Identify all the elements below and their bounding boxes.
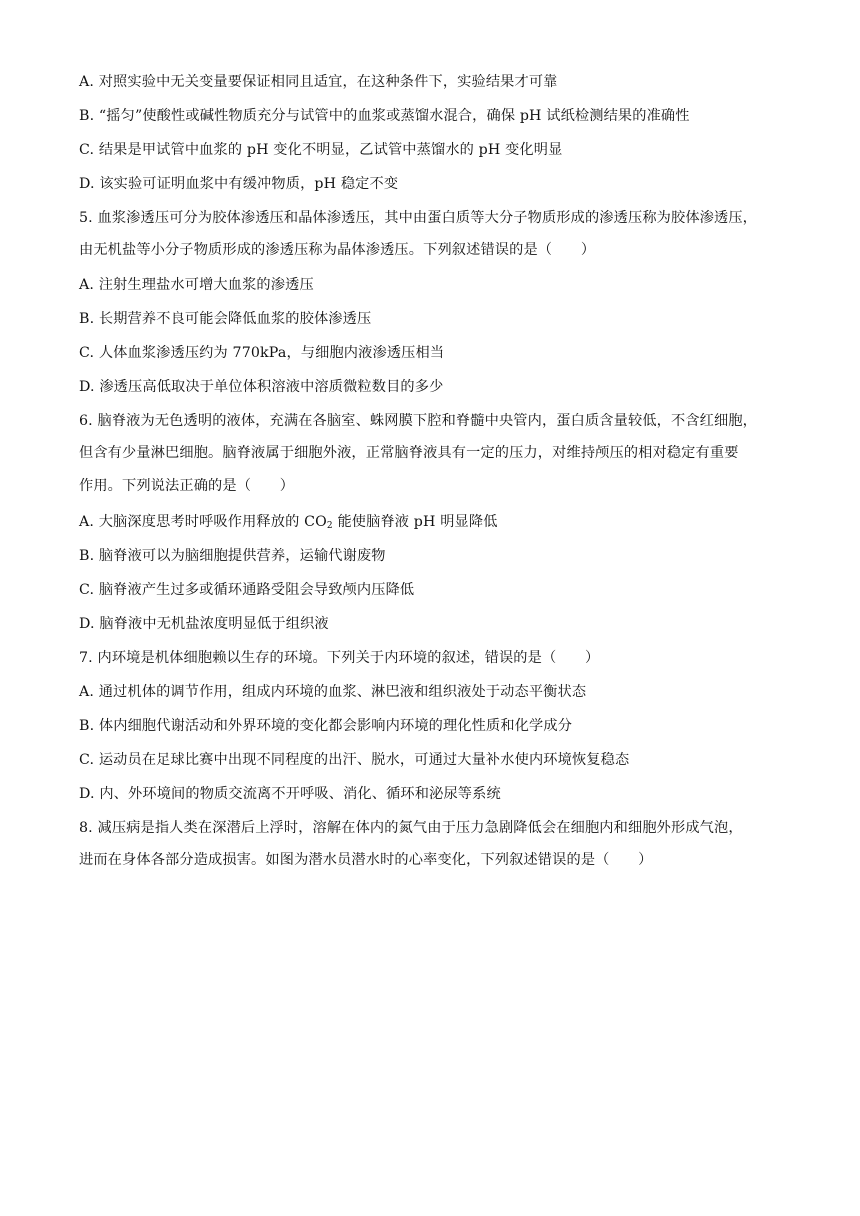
q5-stem-line1: 5. 血浆渗透压可分为胶体渗透压和晶体渗透压，其中由蛋白质等大分子物质形成的渗透压称为胶体渗透压， xyxy=(79,210,758,226)
q7-option-a: A. 通过机体的调节作用，组成内环境的血浆、淋巴液和组织液处于动态平衡状态 xyxy=(79,684,587,700)
q6-option-d: D. 脑脊液中无机盐浓度明显低于组织液 xyxy=(79,616,329,632)
q8-stem-line1: 8. 减压病是指人类在深潜后上浮时，溶解在体内的氮气由于压力急剧降低会在细胞内和细胞外形成气泡， xyxy=(79,820,743,836)
q6-option-c: C. 脑脊液产生过多或循环通路受阻会导致颅内压降低 xyxy=(79,582,415,598)
q6-option-a-subscript: 2 xyxy=(326,521,333,531)
q4-option-d: D. 该实验可证明血浆中有缓冲物质，pH 稳定不变 xyxy=(79,176,399,192)
q6-option-a xyxy=(79,512,799,532)
q7-stem: 7. 内环境是机体细胞赖以生存的环境。下列关于内环境的叙述，错误的是（ ） xyxy=(79,650,600,666)
q4-option-a: A. 对照实验中无关变量要保证相同且适宜，在这种条件下，实验结果才可靠 xyxy=(79,74,558,90)
q6-option-b: B. 脑脊液可以为脑细胞提供营养，运输代谢废物 xyxy=(79,548,386,564)
q6-option-a-text-end: 能使脑脊液 pH 明显降低 xyxy=(332,514,498,530)
q4-option-c: C. 结果是甲试管中血浆的 pH 变化不明显，乙试管中蒸馏水的 pH 变化明显 xyxy=(79,142,563,158)
q8-stem-line2: 进而在身体各部分造成损害。如图为潜水员潜水时的心率变化，下列叙述错误的是（ ） xyxy=(79,852,653,868)
q7-option-d: D. 内、外环境间的物质交流离不开呼吸、消化、循环和泌尿等系统 xyxy=(79,786,501,802)
q4-option-b: B. “摇匀”使酸性或碱性物质充分与试管中的血浆或蒸馏水混合，确保 pH 试纸检测结果的准确性 xyxy=(79,108,690,124)
q5-option-c: C. 人体血浆渗透压约为 770kPa，与细胞内液渗透压相当 xyxy=(79,345,445,361)
q5-option-b: B. 长期营养不良可能会降低血浆的胶体渗透压 xyxy=(79,311,372,327)
q7-option-c: C. 运动员在足球比赛中出现不同程度的出汗、脱水，可通过大量补水使内环境恢复稳态 xyxy=(79,752,630,768)
q5-option-a: A. 注射生理盐水可增大血浆的渗透压 xyxy=(79,277,314,293)
q5-stem-line2: 由无机盐等小分子物质形成的渗透压称为晶体渗透压。下列叙述错误的是（ ） xyxy=(79,242,596,258)
q6-option-a-text: A. 大脑深度思考时呼吸作用释放的 CO xyxy=(79,514,327,530)
q5-option-d: D. 渗透压高低取决于单位体积溶液中溶质微粒数目的多少 xyxy=(79,379,444,395)
q6-stem-line3: 作用。下列说法正确的是（ ） xyxy=(79,478,295,494)
q7-option-b: B. 体内细胞代谢活动和外界环境的变化都会影响内环境的理化性质和化学成分 xyxy=(79,718,573,734)
q6-stem-line1: 6. 脑脊液为无色透明的液体，充满在各脑室、蛛网膜下腔和脊髓中央管内，蛋白质含量较低，不含红细胞， xyxy=(79,413,758,429)
q6-stem-line2: 但含有少量淋巴细胞。脑脊液属于细胞外液，正常脑脊液具有一定的压力，对维持颅压的相对稳定有重要 xyxy=(79,445,739,461)
